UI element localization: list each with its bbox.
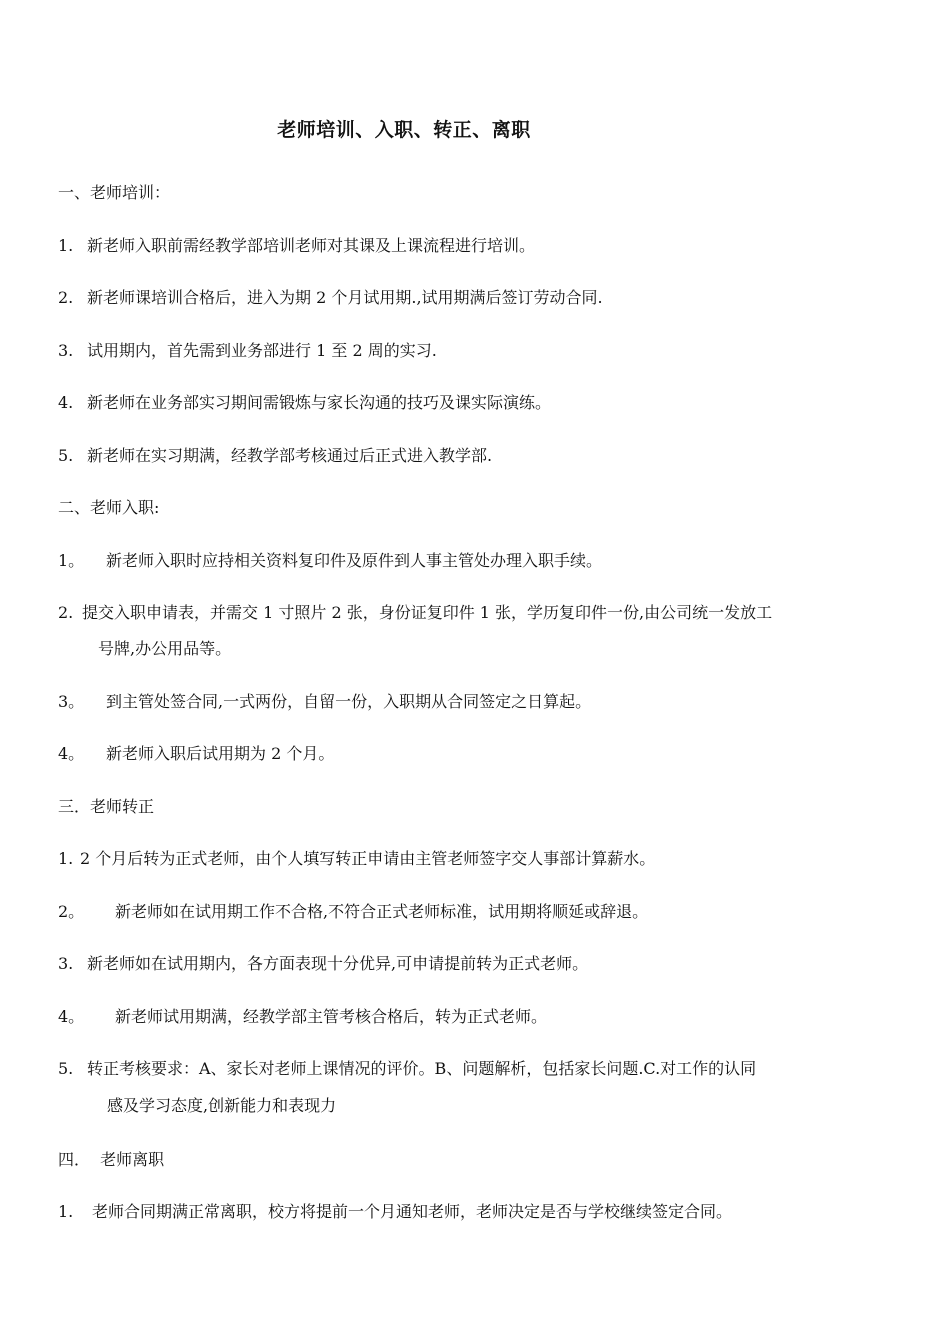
item-number: 5.	[58, 446, 74, 465]
list-item	[58, 1202, 898, 1222]
list-item	[58, 551, 898, 571]
item-text: 试用期内，首先需到业务部进行 1 至 2 周的实习.	[87, 341, 437, 360]
item-text: 新老师如在试用期内，各方面表现十分优异,可申请提前转为正式老师。	[87, 954, 589, 973]
list-item	[58, 692, 898, 712]
section-heading-confirmation: 三．老师转正	[58, 797, 155, 816]
item-number: 4。	[58, 744, 85, 763]
item-text: 新老师入职时应持相关资料复印件及原件到人事主管处办理入职手续。	[106, 551, 603, 570]
list-item	[58, 446, 898, 466]
list-item	[58, 849, 898, 869]
list-item	[58, 1007, 898, 1027]
item-number: 1。	[58, 551, 85, 570]
item-number: 4.	[58, 393, 74, 412]
item-text-continuation: 号牌,办公用品等。	[98, 639, 232, 658]
item-text: 新老师课培训合格后，进入为期 2 个月试用期.,试用期满后签订劳动合同.	[87, 288, 603, 307]
section-heading-training: 一、老师培训：	[58, 183, 171, 202]
list-item	[58, 744, 898, 764]
item-text: 2 个月后转为正式老师，由个人填写转正申请由主管老师签字交人事部计算薪水。	[80, 849, 656, 868]
item-text: 新老师试用期满，经教学部主管考核合格后，转为正式老师。	[115, 1007, 548, 1026]
section-heading-resignation: 四． 老师离职	[58, 1150, 165, 1169]
item-text: 到主管处签合同,一式两份，自留一份，入职期从合同签定之日算起。	[106, 692, 592, 711]
item-text: 新老师在业务部实习期间需锻炼与家长沟通的技巧及课实际演练。	[87, 393, 552, 412]
list-item	[58, 902, 898, 922]
item-text: 新老师入职前需经教学部培训老师对其课及上课流程进行培训。	[87, 236, 536, 255]
item-text: 老师合同期满正常离职，校方将提前一个月通知老师，老师决定是否与学校继续签定合同。	[92, 1202, 733, 1221]
item-number: 2。	[58, 902, 85, 921]
item-text: 新老师在实习期满，经教学部考核通过后正式进入教学部.	[87, 446, 493, 465]
item-number: 1.	[58, 1202, 74, 1221]
item-number: 5.	[58, 1059, 74, 1078]
document-title: 老师培训、入职、转正、离职	[277, 119, 531, 141]
item-number: 1.	[58, 849, 74, 868]
item-number: 4。	[58, 1007, 85, 1026]
item-number: 3.	[58, 954, 74, 973]
list-item	[58, 954, 898, 974]
item-number: 2.	[58, 603, 74, 622]
item-number: 3.	[58, 341, 74, 360]
list-item	[58, 288, 898, 308]
list-item	[58, 341, 898, 361]
item-number: 1.	[58, 236, 74, 255]
list-item	[58, 236, 898, 256]
section-heading-onboarding: 二、老师入职:	[58, 498, 160, 517]
item-number: 2.	[58, 288, 74, 307]
item-number: 3。	[58, 692, 85, 711]
item-text: 新老师如在试用期工作不合格,不符合正式老师标准，试用期将顺延或辞退。	[115, 902, 649, 921]
list-item	[58, 1059, 898, 1079]
item-text: 新老师入职后试用期为 2 个月。	[106, 744, 335, 763]
list-item	[58, 603, 898, 623]
list-item	[58, 393, 898, 413]
item-text: 转正考核要求：A、家长对老师上课情况的评价。B、问题解析，包括家长问题.C.对工作的认同	[87, 1059, 757, 1078]
item-text: 提交入职申请表，并需交 1 寸照片 2 张，身份证复印件 1 张，学历复印件一份,由公司统一发放工	[82, 603, 773, 622]
item-text-continuation: 感及学习态度,创新能力和表现力	[107, 1096, 337, 1115]
